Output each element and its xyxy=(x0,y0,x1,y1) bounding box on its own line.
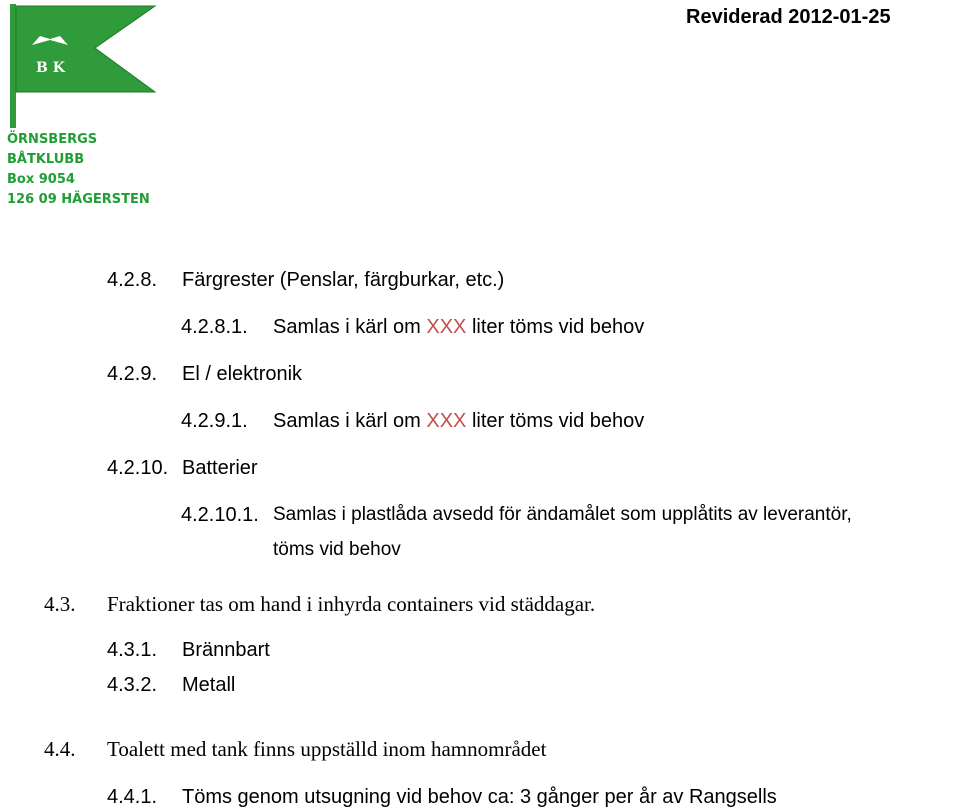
revision-date: Reviderad 2012-01-25 xyxy=(686,6,891,28)
item-number: 4.2.8.1. xyxy=(181,316,248,338)
org-name-line-2: BÅTKLUBB xyxy=(7,152,85,167)
item-number: 4.2.8. xyxy=(107,269,158,291)
item-number: 4.3.2. xyxy=(107,674,158,696)
item-number: 4.3. xyxy=(44,592,76,616)
item-text: El / elektronik xyxy=(182,363,303,385)
item-text-end: liter töms vid behov xyxy=(466,316,645,338)
logo-text: B K xyxy=(36,60,65,76)
item-4-2-10-1-continued: töms vid behov xyxy=(273,539,401,560)
item-text: Samlas i kärl om xyxy=(273,410,427,432)
item-number: 4.4.1. xyxy=(107,786,158,808)
org-box-line: Box 9054 xyxy=(7,172,75,187)
org-name-line-1: ÖRNSBERGS xyxy=(7,132,98,147)
item-text: Töms genom utsugning vid behov ca: 3 gånger per år av Rangsells xyxy=(182,786,777,808)
org-address xyxy=(7,130,150,210)
item-text: Batterier xyxy=(182,457,258,479)
item-text: Samlas i plastlåda avsedd för ändamålet som upplåtits av leverantör, xyxy=(273,504,852,525)
item-number: 4.2.9. xyxy=(107,363,158,385)
org-postal-line: 126 09 HÄGERSTEN xyxy=(7,192,150,207)
item-text-end: liter töms vid behov xyxy=(466,410,645,432)
item-text: Färgrester (Penslar, färgburkar, etc.) xyxy=(182,269,505,291)
item-text: Brännbart xyxy=(182,639,270,661)
item-text: Metall xyxy=(182,674,236,696)
placeholder-highlight: XXX xyxy=(426,410,467,432)
item-number: 4.2.10.1. xyxy=(181,504,259,526)
club-logo xyxy=(0,0,160,130)
placeholder-highlight: XXX xyxy=(426,316,467,338)
item-number: 4.2.10. xyxy=(107,457,169,479)
item-number: 4.3.1. xyxy=(107,639,158,661)
item-number: 4.2.9.1. xyxy=(181,410,248,432)
item-text: Toalett med tank finns uppställd inom hamnområdet xyxy=(107,737,547,761)
item-text: Samlas i kärl om xyxy=(273,316,427,338)
item-number: 4.4. xyxy=(44,737,76,761)
item-text: Fraktioner tas om hand i inhyrda containers vid städdagar. xyxy=(107,592,596,616)
